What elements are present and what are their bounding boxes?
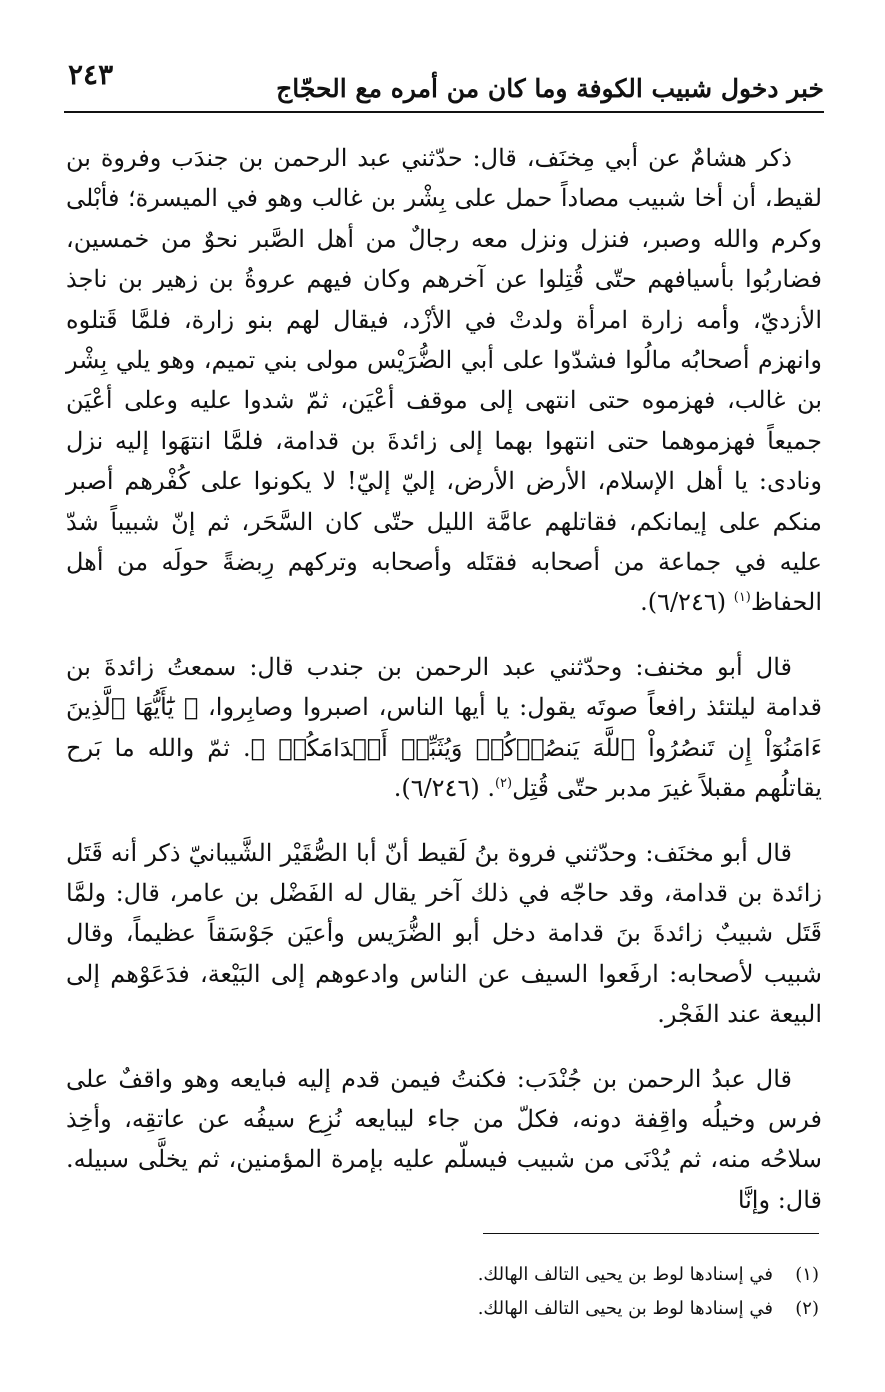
footnote-divider (483, 1233, 819, 1234)
page-number: ٢٤٣ (68, 58, 114, 91)
footnote-text: في إسنادها لوط بن يحيى التالف الهالك. (477, 1298, 773, 1319)
paragraph (66, 1059, 822, 1221)
paragraph-text: ذكر هشامٌ عن أبي مِخنَف، قال: حدّثني عبد الرحمن بن جندَب وفروة بن لقيط، أن أخا شبيب مصاداً حمل على بِشْر بن غالب وهو في الميسرة؛ فأبْلى وكرم والله وصبر، فنزل ونزل معه رجالٌ من أهل الصَّبر نحوٌ من خمسين، فضاربُوا بأسيافهم حتّى قُتِلوا عن آخرهم وكان فيهم عروةُ بن زهير بن ناجذ الأزديّ، وأمه زارة امرأة ولدتْ في الأزْد، فيقال لهم بنو زارة، فلمَّا قَتلوه وانهزم أصحابُه مالُوا فشدّوا على أبي الضُّرَيْس مولى بني تميم، وهو يلي بِشْر بن غالب، فهزموه حتى انتهى إلى موقف أعْيَن، ثمّ شدوا عليه وعلى أعْيَن جميعاً فهزموهما حتى انتهوا بهما إلى زائدةَ بن قدامة، فلمَّا انتهَوا إليه نزل ونادى: يا أهل الإسلام، الأرض الأرض، إليّ إليّ! لا يكونوا على كُفْرهم أصبر منكم على إيمانكم، فقاتلهم عامَّة الليل حتّى كان السَّحَر، ثم إنّ شبيباً شدّ عليه في جماعة من أصحابه فقتَله وأصحابه وتركهم رِبضةً حولَه من أهل الحفاظ (66, 144, 822, 617)
paragraph (66, 138, 822, 623)
footnote-text: في إسنادها لوط بن يحيى التالف الهالك. (477, 1264, 773, 1285)
header-divider (64, 111, 824, 113)
footnote-ref: (١) (733, 590, 751, 606)
paragraph-text: قال عبدُ الرحمن بن جُنْدَب: فكنتُ فيمن قدم إليه فبايعه وهو واقفٌ على فرس وخيلُه واقِفة دونه، فكلّ من جاء ليبايعه نُزِع سيفُه عن عاتقِه، وأخِذ سلاحُه منه، ثم يُدْنَى من شبيب فيسلّم عليه بإمرة المؤمنين، ثم يخلَّى سبيله. قال: وإنَّا (66, 1064, 822, 1214)
citation: (٦/٢٤٦). (640, 588, 734, 617)
citation: . (٦/٢٤٦). (393, 774, 495, 803)
body-text (66, 138, 822, 1220)
paragraph-text: قال أبو مخنف: وحدّثني عبد الرحمن بن جندب قال: سمعتُ زائدةَ بن قدامة ليلتئذ رافعاً صوتَه يقول: يا أيها الناس، اصبروا وصابِروا، ﴿ يَٰٓأَيُّهَا ٱلَّذِينَ ءَامَنُوٓاْ إِن تَنصُرُواْ ٱللَّهَ يَنصُرۡكُمۡ وَيُثَبِّتۡ أَقۡدَامَكُمۡ ﴾. ثمّ والله ما بَرح يقاتلُهم مقبلاً غيرَ مدبر حتّى قُتِل (66, 652, 822, 803)
paragraph-text: قال أبو مخنَف: وحدّثني فروة بنُ لَقيط أنّ أبا الصُّقَيْر الشَّيبانيّ ذكر أنه قَتَل زائدة بن قدامة، وقد حاجّه في ذلك آخر يقال له الفَضْل بن عامر، قال: ولمَّا قَتَل شبيبٌ زائدةَ بنَ قدامة دخل أبو الضُّرَيس وأعيَن جَوْسَقاً عظيماً، وقال شبيب لأصحابه: ارفَعوا السيف عن الناس وادعوهم إلى البَيْعة، فدَعَوْهم إلى البيعة عند الفَجْر. (66, 838, 822, 1029)
page-header (64, 56, 824, 110)
paragraph (66, 647, 822, 809)
footnote (63, 1292, 819, 1326)
footnote (63, 1258, 819, 1292)
footnote-number: (٢) (795, 1298, 819, 1319)
footnotes (63, 1258, 819, 1326)
footnote-number: (١) (795, 1264, 819, 1285)
running-title: خبر دخول شبيب الكوفة وما كان من أمره مع الحجّاج (276, 74, 824, 103)
footnote-ref: (٢) (494, 776, 513, 792)
paragraph (66, 833, 822, 1035)
